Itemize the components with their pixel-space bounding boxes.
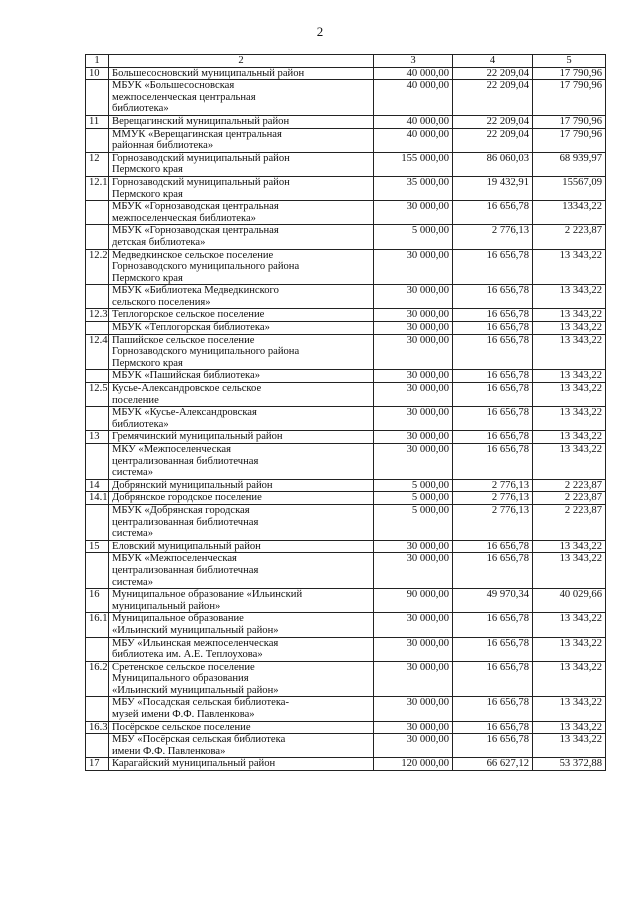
institution-name [109,225,374,249]
table-row [86,492,606,505]
name-line: Сретенское сельское поселение [112,661,255,673]
header-col-3: 3 [374,55,453,68]
table-row [86,249,606,285]
name-line: Пашийское сельское поселение [112,334,255,346]
municipality-name [109,67,374,80]
amount-c5: 68 939,97 [533,152,606,176]
municipality-name [109,309,374,322]
amount-c3: 40 000,00 [374,80,453,116]
amount-c5: 13 343,22 [533,613,606,637]
amount-c4: 16 656,78 [453,613,533,637]
municipality-name [109,661,374,697]
amount-c5: 40 029,66 [533,589,606,613]
table-row [86,661,606,697]
table-row [86,479,606,492]
table-row [86,176,606,200]
row-number: 11 [86,115,109,128]
row-number [86,697,109,721]
amount-c5: 13 343,22 [533,734,606,758]
amount-c4: 16 656,78 [453,553,533,589]
name-line: «Ильинский муниципальный район» [112,684,279,696]
amount-c4: 86 060,03 [453,152,533,176]
amount-c5: 2 223,87 [533,225,606,249]
amount-c4: 22 209,04 [453,128,533,152]
row-number [86,285,109,309]
institution-name [109,285,374,309]
municipality-name [109,589,374,613]
amount-c4: 16 656,78 [453,637,533,661]
amount-c3: 5 000,00 [374,492,453,505]
table-row [86,334,606,370]
amount-c3: 30 000,00 [374,444,453,480]
amount-c5: 2 223,87 [533,492,606,505]
name-line: библиотека им. А.Е. Теплоухова» [112,649,263,661]
municipality-name [109,758,374,771]
amount-c3: 30 000,00 [374,613,453,637]
municipality-name [109,115,374,128]
row-number: 12.2 [86,249,109,285]
institution-name [109,80,374,116]
institution-name [109,128,374,152]
amount-c5: 2 223,87 [533,504,606,540]
municipality-name [109,721,374,734]
amount-c4: 49 970,34 [453,589,533,613]
municipality-name [109,334,374,370]
amount-c5: 13 343,22 [533,309,606,322]
amount-c4: 16 656,78 [453,285,533,309]
header-col-4: 4 [453,55,533,68]
amount-c3: 40 000,00 [374,115,453,128]
table-row [86,80,606,116]
row-number: 12 [86,152,109,176]
name-line: Верещагинский муниципальный район [112,115,290,127]
name-line: Пермского края [112,357,183,369]
amount-c5: 13 343,22 [533,249,606,285]
row-number: 12.4 [86,334,109,370]
row-number [86,128,109,152]
name-line: МБУК «Горнозаводская центральная [112,201,279,213]
amount-c4: 16 656,78 [453,431,533,444]
name-line: Муниципального образования [112,673,249,685]
row-number: 12.5 [86,383,109,407]
name-line: МБУК «Межпоселенческая [112,553,237,565]
table-row [86,370,606,383]
table-row [86,721,606,734]
amount-c4: 22 209,04 [453,80,533,116]
name-line: МБУ «Посёрская сельская библиотека [112,734,286,746]
institution-name [109,370,374,383]
name-line: МБУК «Библиотека Медведкинского [112,285,279,297]
name-line: межпоселенческая библиотека» [112,212,256,224]
institution-name [109,322,374,335]
row-number [86,734,109,758]
name-line: Горнозаводского муниципального района [112,261,300,273]
table-row [86,553,606,589]
amount-c5: 17 790,96 [533,115,606,128]
amount-c5: 15567,09 [533,176,606,200]
header-col-1: 1 [86,55,109,68]
table-row [86,589,606,613]
amount-c3: 30 000,00 [374,697,453,721]
amount-c5: 13 343,22 [533,553,606,589]
row-number: 12.1 [86,176,109,200]
amount-c4: 16 656,78 [453,309,533,322]
name-line: МБУК «Теплогорская библиотека» [112,322,270,334]
name-line: Муниципальное образование «Ильинский [112,589,303,601]
header-row [86,55,606,68]
funding-table [85,54,606,771]
institution-name [109,444,374,480]
amount-c3: 30 000,00 [374,734,453,758]
name-line: библиотека» [112,418,169,430]
name-line: Пермского края [112,164,183,176]
row-number: 14 [86,479,109,492]
name-line: имени Ф.Ф. Павленкова» [112,745,226,757]
amount-c4: 22 209,04 [453,67,533,80]
amount-c5: 17 790,96 [533,128,606,152]
amount-c5: 17 790,96 [533,80,606,116]
table-row [86,613,606,637]
amount-c4: 16 656,78 [453,721,533,734]
name-line: поселение [112,394,159,406]
name-line: централизованная библиотечная [112,455,259,467]
amount-c4: 16 656,78 [453,661,533,697]
amount-c3: 30 000,00 [374,637,453,661]
amount-c4: 16 656,78 [453,322,533,335]
name-line: межпоселенческая центральная [112,91,256,103]
amount-c5: 13 343,22 [533,431,606,444]
institution-name [109,407,374,431]
name-line: Горнозаводский муниципальный район [112,152,290,164]
municipality-name [109,479,374,492]
amount-c3: 35 000,00 [374,176,453,200]
table-row [86,697,606,721]
name-line: система» [112,467,154,479]
amount-c4: 2 776,13 [453,225,533,249]
amount-c3: 5 000,00 [374,225,453,249]
table-row [86,540,606,553]
row-number [86,322,109,335]
name-line: Пермского края [112,272,183,284]
amount-c3: 30 000,00 [374,334,453,370]
institution-name [109,553,374,589]
table-body [86,67,606,770]
table-row [86,285,606,309]
name-line: Добрянский муниципальный район [112,479,273,491]
amount-c3: 40 000,00 [374,128,453,152]
name-line: МБУК «Добрянская городская [112,504,250,516]
institution-name [109,637,374,661]
name-line: МБУК «Горнозаводская центральная [112,225,279,237]
institution-name [109,697,374,721]
name-line: МКУ «Межпоселенческая [112,444,231,455]
amount-c4: 66 627,12 [453,758,533,771]
table-row [86,758,606,771]
amount-c4: 22 209,04 [453,115,533,128]
name-line: Медведкинское сельское поселение [112,249,274,261]
name-line: ММУК «Верещагинская центральная [112,128,282,140]
row-number: 16.3 [86,721,109,734]
amount-c3: 30 000,00 [374,309,453,322]
amount-c5: 13 343,22 [533,285,606,309]
name-line: МБУ «Посадская сельская библиотека- [112,697,290,709]
amount-c5: 17 790,96 [533,67,606,80]
name-line: система» [112,528,154,540]
amount-c5: 13 343,22 [533,540,606,553]
amount-c4: 16 656,78 [453,407,533,431]
institution-name [109,734,374,758]
amount-c4: 2 776,13 [453,504,533,540]
name-line: централизованная библиотечная [112,516,259,528]
row-number [86,80,109,116]
amount-c4: 2 776,13 [453,479,533,492]
row-number [86,504,109,540]
amount-c5: 13 343,22 [533,334,606,370]
amount-c5: 53 372,88 [533,758,606,771]
amount-c4: 19 432,91 [453,176,533,200]
row-number: 16 [86,589,109,613]
amount-c4: 2 776,13 [453,492,533,505]
name-line: Кусье-Александровское сельское [112,383,262,395]
amount-c3: 5 000,00 [374,479,453,492]
name-line: Гремячинский муниципальный район [112,431,283,443]
name-line: централизованная библиотечная [112,564,259,576]
table-row [86,322,606,335]
table-row [86,128,606,152]
row-number [86,201,109,225]
name-line: Пермского края [112,188,183,200]
name-line: Теплогорское сельское поселение [112,309,265,321]
name-line: Еловский муниципальный район [112,540,261,552]
amount-c4: 16 656,78 [453,734,533,758]
amount-c5: 13343,22 [533,201,606,225]
row-number: 10 [86,67,109,80]
amount-c5: 13 343,22 [533,637,606,661]
name-line: Горнозаводский муниципальный район [112,176,290,188]
row-number [86,553,109,589]
row-number [86,225,109,249]
name-line: МБУК «Кусье-Александровская [112,407,257,419]
row-number: 13 [86,431,109,444]
amount-c4: 16 656,78 [453,370,533,383]
municipality-name [109,176,374,200]
amount-c4: 16 656,78 [453,201,533,225]
table-row [86,431,606,444]
amount-c5: 13 343,22 [533,383,606,407]
table-row [86,309,606,322]
name-line: система» [112,576,154,588]
name-line: Большесосновский муниципальный район [112,67,305,79]
municipality-name [109,249,374,285]
table-row [86,152,606,176]
municipality-name [109,431,374,444]
name-line: «Ильинский муниципальный район» [112,624,279,636]
institution-name [109,201,374,225]
amount-c5: 13 343,22 [533,444,606,480]
amount-c4: 16 656,78 [453,697,533,721]
row-number: 16.1 [86,613,109,637]
table-row [86,734,606,758]
name-line: детская библиотека» [112,236,206,248]
amount-c3: 40 000,00 [374,67,453,80]
name-line: библиотека» [112,103,169,115]
amount-c3: 120 000,00 [374,758,453,771]
header-col-5: 5 [533,55,606,68]
amount-c3: 30 000,00 [374,540,453,553]
row-number: 14.1 [86,492,109,505]
name-line: сельского поселения» [112,296,211,308]
table-row [86,225,606,249]
row-number: 12.3 [86,309,109,322]
amount-c5: 13 343,22 [533,721,606,734]
amount-c3: 30 000,00 [374,553,453,589]
amount-c4: 16 656,78 [453,540,533,553]
amount-c5: 13 343,22 [533,697,606,721]
amount-c5: 2 223,87 [533,479,606,492]
amount-c5: 13 343,22 [533,407,606,431]
page-number: 2 [316,24,324,39]
table-row [86,444,606,480]
table-row [86,201,606,225]
name-line: Карагайский муниципальный район [112,758,276,770]
name-line: МБУ «Ильинская межпоселенческая [112,637,279,649]
name-line: районная библиотека» [112,140,214,152]
amount-c4: 16 656,78 [453,383,533,407]
amount-c3: 30 000,00 [374,407,453,431]
municipality-name [109,613,374,637]
amount-c3: 30 000,00 [374,201,453,225]
amount-c3: 5 000,00 [374,504,453,540]
row-number [86,444,109,480]
table-row [86,383,606,407]
municipality-name [109,492,374,505]
amount-c4: 16 656,78 [453,444,533,480]
name-line: МБУК «Большесосновская [112,80,235,92]
name-line: Горнозаводского муниципального района [112,346,300,358]
amount-c5: 13 343,22 [533,370,606,383]
amount-c3: 30 000,00 [374,661,453,697]
amount-c5: 13 343,22 [533,661,606,697]
table-row [86,407,606,431]
row-number [86,407,109,431]
name-line: музей имени Ф.Ф. Павленкова» [112,709,255,721]
municipality-name [109,383,374,407]
table-row [86,115,606,128]
table-row [86,637,606,661]
row-number: 15 [86,540,109,553]
amount-c4: 16 656,78 [453,249,533,285]
header-col-2: 2 [109,55,374,68]
name-line: Посёрское сельское поселение [112,721,251,733]
table-row [86,67,606,80]
row-number: 16.2 [86,661,109,697]
amount-c3: 30 000,00 [374,370,453,383]
amount-c3: 155 000,00 [374,152,453,176]
row-number [86,637,109,661]
amount-c3: 30 000,00 [374,383,453,407]
name-line: муниципальный район» [112,600,221,612]
amount-c3: 90 000,00 [374,589,453,613]
municipality-name [109,540,374,553]
row-number [86,370,109,383]
name-line: Добрянское городское поселение [112,492,262,504]
amount-c3: 30 000,00 [374,721,453,734]
amount-c5: 13 343,22 [533,322,606,335]
name-line: МБУК «Пашийская библиотека» [112,370,261,382]
table-row [86,504,606,540]
amount-c4: 16 656,78 [453,334,533,370]
amount-c3: 30 000,00 [374,431,453,444]
amount-c3: 30 000,00 [374,285,453,309]
amount-c3: 30 000,00 [374,249,453,285]
municipality-name [109,152,374,176]
name-line: Муниципальное образование [112,613,244,625]
institution-name [109,504,374,540]
row-number: 17 [86,758,109,771]
amount-c3: 30 000,00 [374,322,453,335]
